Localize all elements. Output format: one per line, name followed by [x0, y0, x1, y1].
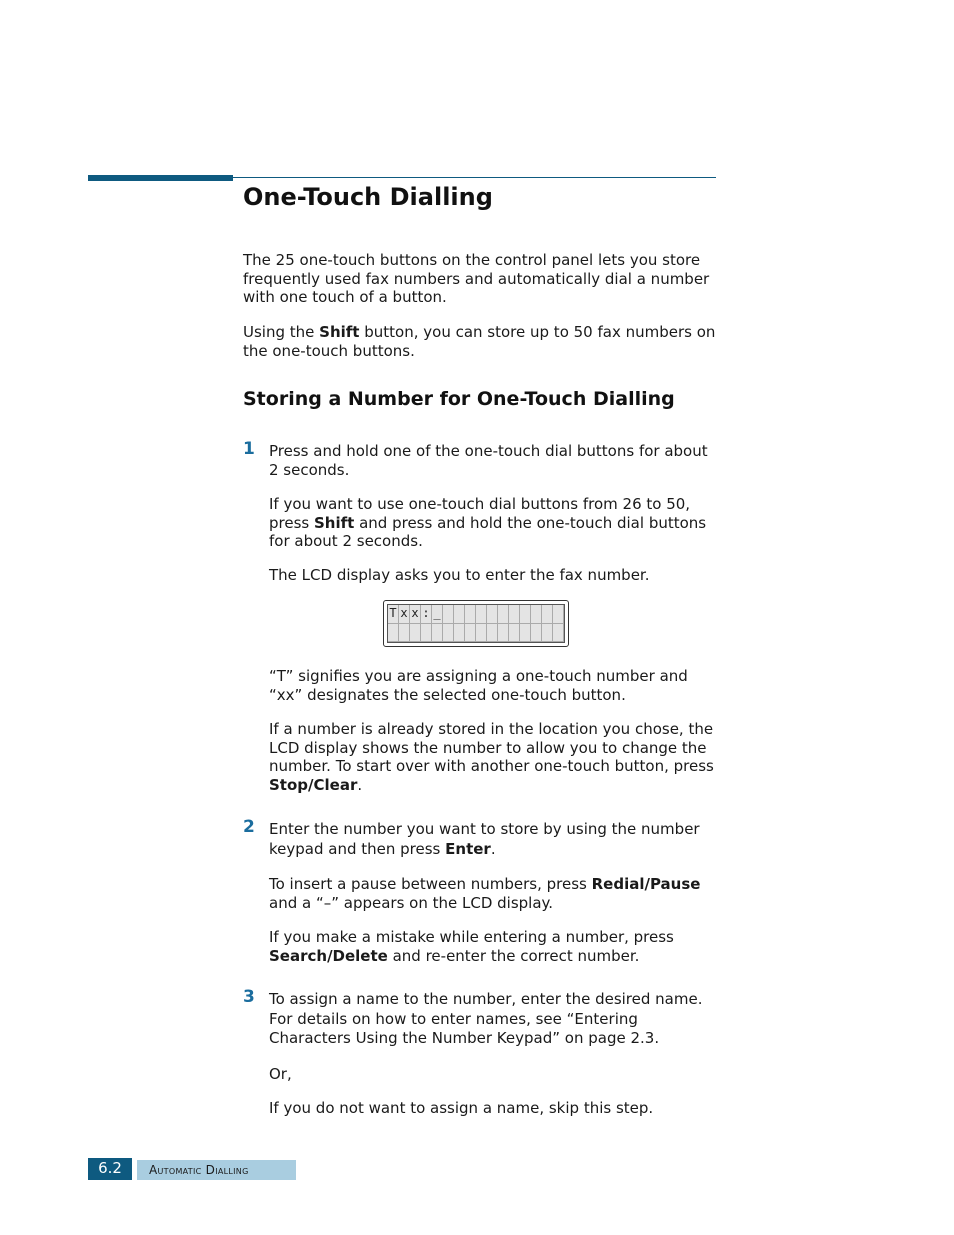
- lcd-cell: [509, 605, 520, 624]
- step-text: To assign a name to the number, enter the desired name. For details on how to enter names, see “Entering Characters Using the Number Keypad” on page 2.3.: [269, 990, 703, 1047]
- lcd-cell: [388, 624, 399, 643]
- lcd-cell: [476, 605, 487, 624]
- step-text: If you make a mistake while entering a number, press Search/Delete and re-enter the correct number.: [269, 928, 674, 965]
- lcd-cell: [509, 624, 520, 643]
- step-number: 1: [243, 439, 255, 459]
- section-name: Automatic Dialling: [137, 1160, 296, 1180]
- lcd-cell: [421, 624, 432, 643]
- section-subtitle: Storing a Number for One-Touch Dialling: [243, 388, 675, 410]
- step-text: If a number is already stored in the location you chose, the LCD display shows the number to allow you to change the number. To start over with another one-touch button, press Stop/Clear.: [269, 720, 714, 794]
- lcd-cell: [498, 624, 509, 643]
- lcd-cell: [542, 605, 553, 624]
- lcd-cell: [443, 605, 454, 624]
- step-text: If you do not want to assign a name, skip this step.: [269, 1099, 654, 1118]
- intro-paragraph-2: [243, 323, 723, 360]
- header-rule-thin: [233, 177, 716, 178]
- lcd-cell: [454, 605, 465, 624]
- page-number: 6.2: [88, 1158, 132, 1180]
- lcd-cell: :: [421, 605, 432, 624]
- lcd-cell: [443, 624, 454, 643]
- step-body: [269, 820, 719, 981]
- lcd-cell: [487, 605, 498, 624]
- lcd-cell: [553, 624, 564, 643]
- lcd-cell: [432, 624, 443, 643]
- lcd-cell: [498, 605, 509, 624]
- intro-paragraph-1: [243, 251, 723, 307]
- step-text: Or,: [269, 1064, 292, 1083]
- lcd-cell: _: [432, 605, 443, 624]
- step-text: To insert a pause between numbers, press Redial/Pause and a “–” appears on the LCD display.: [269, 875, 701, 912]
- lcd-cell: [531, 605, 542, 624]
- step-text: “T” signifies you are assigning a one-touch number and “xx” designates the selected one-touch button.: [269, 667, 688, 704]
- step-text: If you want to use one-touch dial buttons from 26 to 50, press Shift and press and hold the one-touch dial buttons for about 2 seconds.: [269, 495, 707, 551]
- step-body: [269, 442, 719, 601]
- step-text: Press and hold one of the one-touch dial buttons for about 2 seconds.: [269, 442, 708, 479]
- step-text: Enter the number you want to store by using the number keypad and then press Enter.: [269, 820, 700, 858]
- lcd-display: [383, 600, 569, 647]
- lcd-grid: [387, 604, 565, 643]
- page-title: One-Touch Dialling: [243, 183, 493, 211]
- lcd-cell: T: [388, 605, 399, 624]
- lcd-cell: [476, 624, 487, 643]
- step-body: [269, 667, 719, 811]
- lcd-cell: x: [410, 605, 421, 624]
- lcd-cell: [531, 624, 542, 643]
- lcd-cell: x: [399, 605, 410, 624]
- lcd-cell: [410, 624, 421, 643]
- lcd-cell: [487, 624, 498, 643]
- lcd-cell: [399, 624, 410, 643]
- intro-text: The 25 one-touch buttons on the control panel lets you store frequently used fax numbers and automatically dial a number with one touch of a button.: [243, 251, 710, 307]
- step-number: 3: [243, 987, 255, 1007]
- step-text: The LCD display asks you to enter the fax number.: [269, 565, 650, 584]
- step-number: 2: [243, 817, 255, 837]
- lcd-cell: [542, 624, 553, 643]
- step-body: [269, 990, 719, 1134]
- lcd-cell: [465, 605, 476, 624]
- intro-text: Using the Shift button, you can store up to 50 fax numbers on the one-touch buttons.: [243, 323, 716, 360]
- lcd-cell: [520, 605, 531, 624]
- header-rule-thick: [88, 175, 233, 181]
- lcd-cell: [454, 624, 465, 643]
- lcd-cell: [553, 605, 564, 624]
- lcd-cell: [520, 624, 531, 643]
- lcd-cell: [465, 624, 476, 643]
